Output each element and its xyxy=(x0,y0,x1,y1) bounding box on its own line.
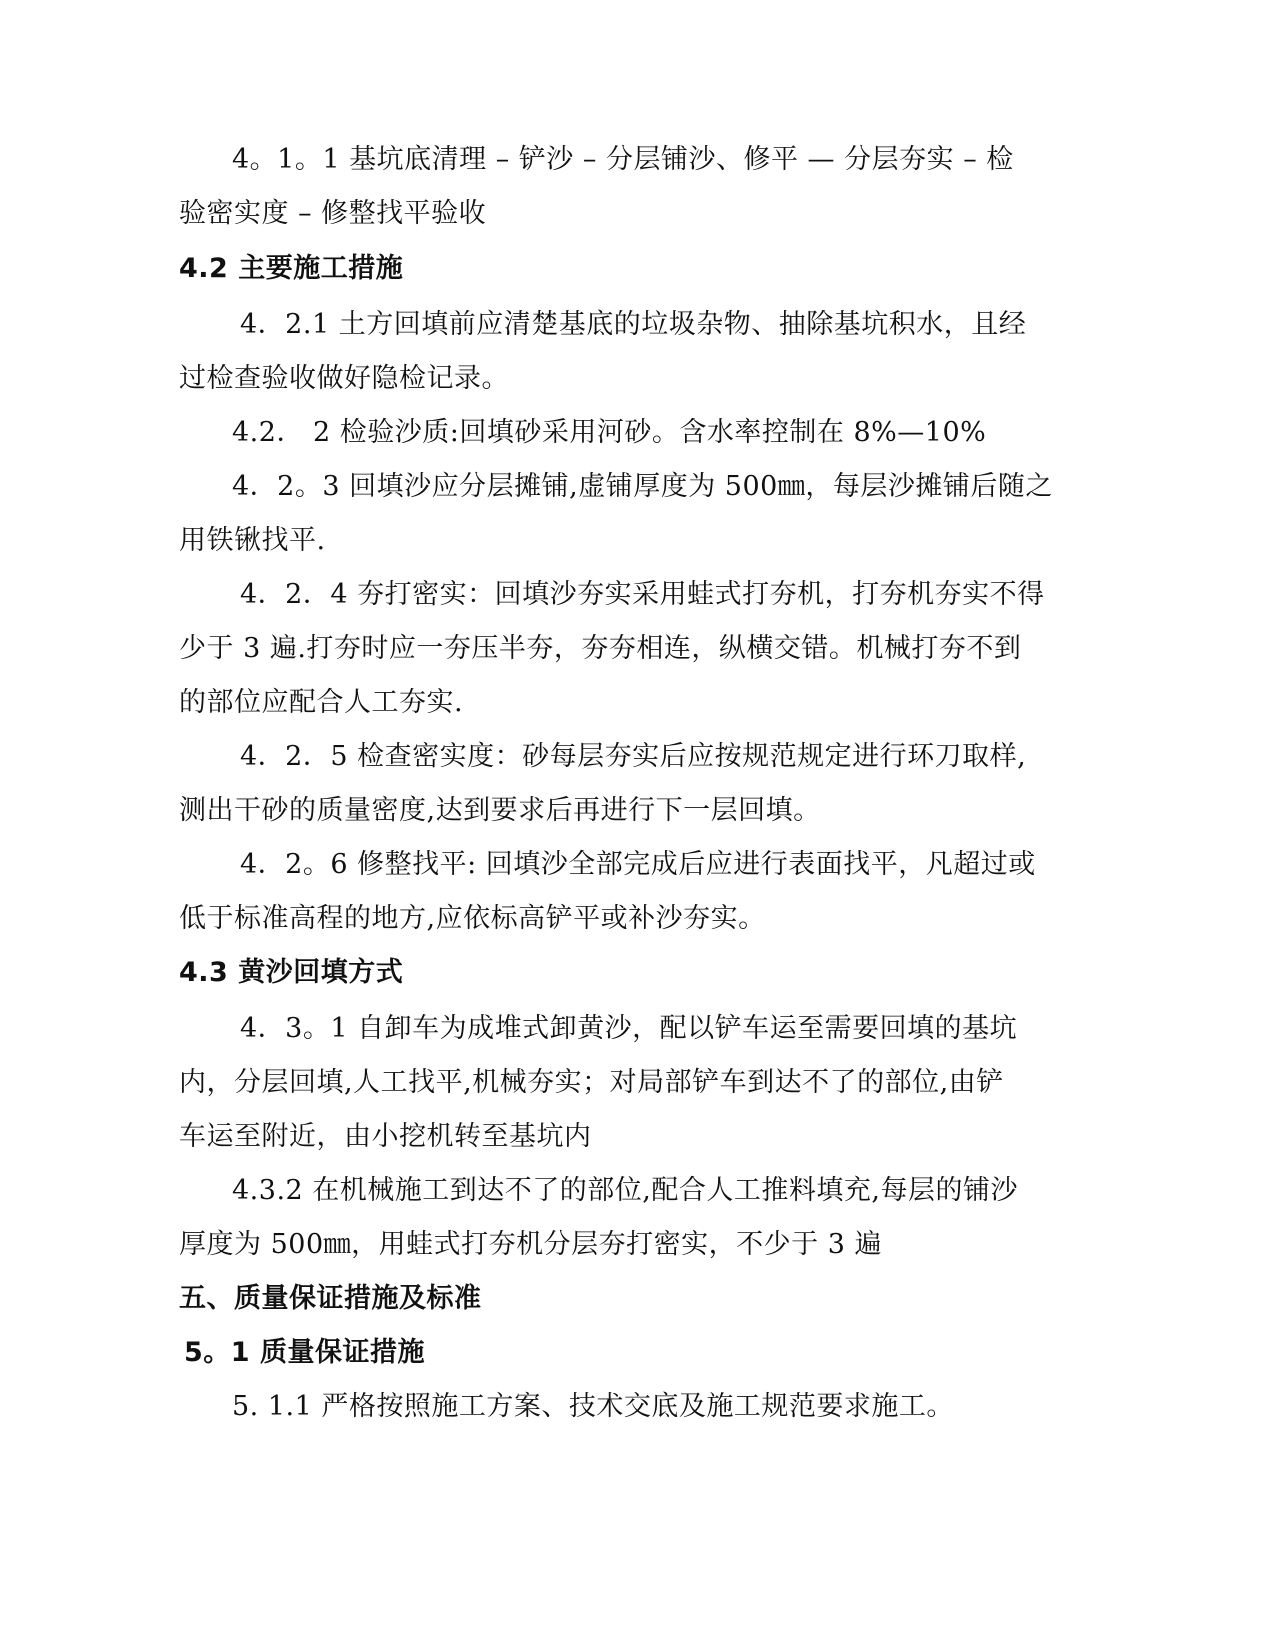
heading-text: 五、质量保证措施及标准 xyxy=(179,1283,482,1314)
line-text: 4．2．5 检查密实度：砂每层夯实后应按规范规定进行环刀取样, xyxy=(240,741,1027,772)
line-text: 低于标准高程的地方,应依标高铲平或补沙夯实。 xyxy=(179,903,766,934)
heading-text: 5。1 质量保证措施 xyxy=(184,1337,425,1368)
line-text: 内，分层回填,人工找平,机械夯实；对局部铲车到达不了的部位,由铲 xyxy=(179,1067,1004,1098)
line-text: 用铁锹找平. xyxy=(179,525,326,556)
line-text: 4.3.2 在机械施工到达不了的部位,配合人工推料填充,每层的铺沙 xyxy=(232,1175,1018,1206)
line-text: 4.2． 2 检验沙质:回填砂采用河砂。含水率控制在 8%—10% xyxy=(232,417,987,448)
line-text: 4．2．4 夯打密实：回填沙夯实采用蛙式打夯机，打夯机夯实不得 xyxy=(240,579,1045,610)
line-text: 4．2。6 修整找平: 回填沙全部完成后应进行表面找平，凡超过或 xyxy=(240,849,1036,880)
line-text: 厚度为 500㎜，用蛙式打夯机分层夯打密实，不少于 3 遍 xyxy=(179,1229,882,1260)
line-text: 过检查验收做好隐检记录。 xyxy=(179,363,509,394)
line-text: 测出干砂的质量密度,达到要求后再进行下一层回填。 xyxy=(179,795,821,826)
line-text: 4．3。1 自卸车为成堆式卸黄沙，配以铲车运至需要回填的基坑 xyxy=(240,1013,1018,1044)
line-text: 验密实度 – 修整找平验收 xyxy=(179,198,487,229)
line-text: 5. 1.1 严格按照施工方案、技术交底及施工规范要求施工。 xyxy=(232,1391,954,1422)
line-text: 车运至附近，由小挖机转至基坑内 xyxy=(179,1121,592,1152)
line-text: 4．2。3 回填沙应分层摊铺,虚铺厚度为 500㎜，每层沙摊铺后随之 xyxy=(232,471,1053,502)
line-text: 4．2.1 土方回填前应清楚基底的垃圾杂物、抽除基坑积水，且经 xyxy=(240,309,1027,340)
line-text: 少于 3 遍.打夯时应一夯压半夯，夯夯相连，纵横交错。机械打夯不到 xyxy=(179,633,1022,664)
line-text: 4。1。1 基坑底清理 – 铲沙 – 分层铺沙、修平 — 分层夯实 – 检 xyxy=(232,144,1014,175)
line-text: 的部位应配合人工夯实. xyxy=(179,687,464,718)
heading-text: 4.2 主要施工措施 xyxy=(179,253,404,284)
heading-text: 4.3 黄沙回填方式 xyxy=(179,957,404,988)
